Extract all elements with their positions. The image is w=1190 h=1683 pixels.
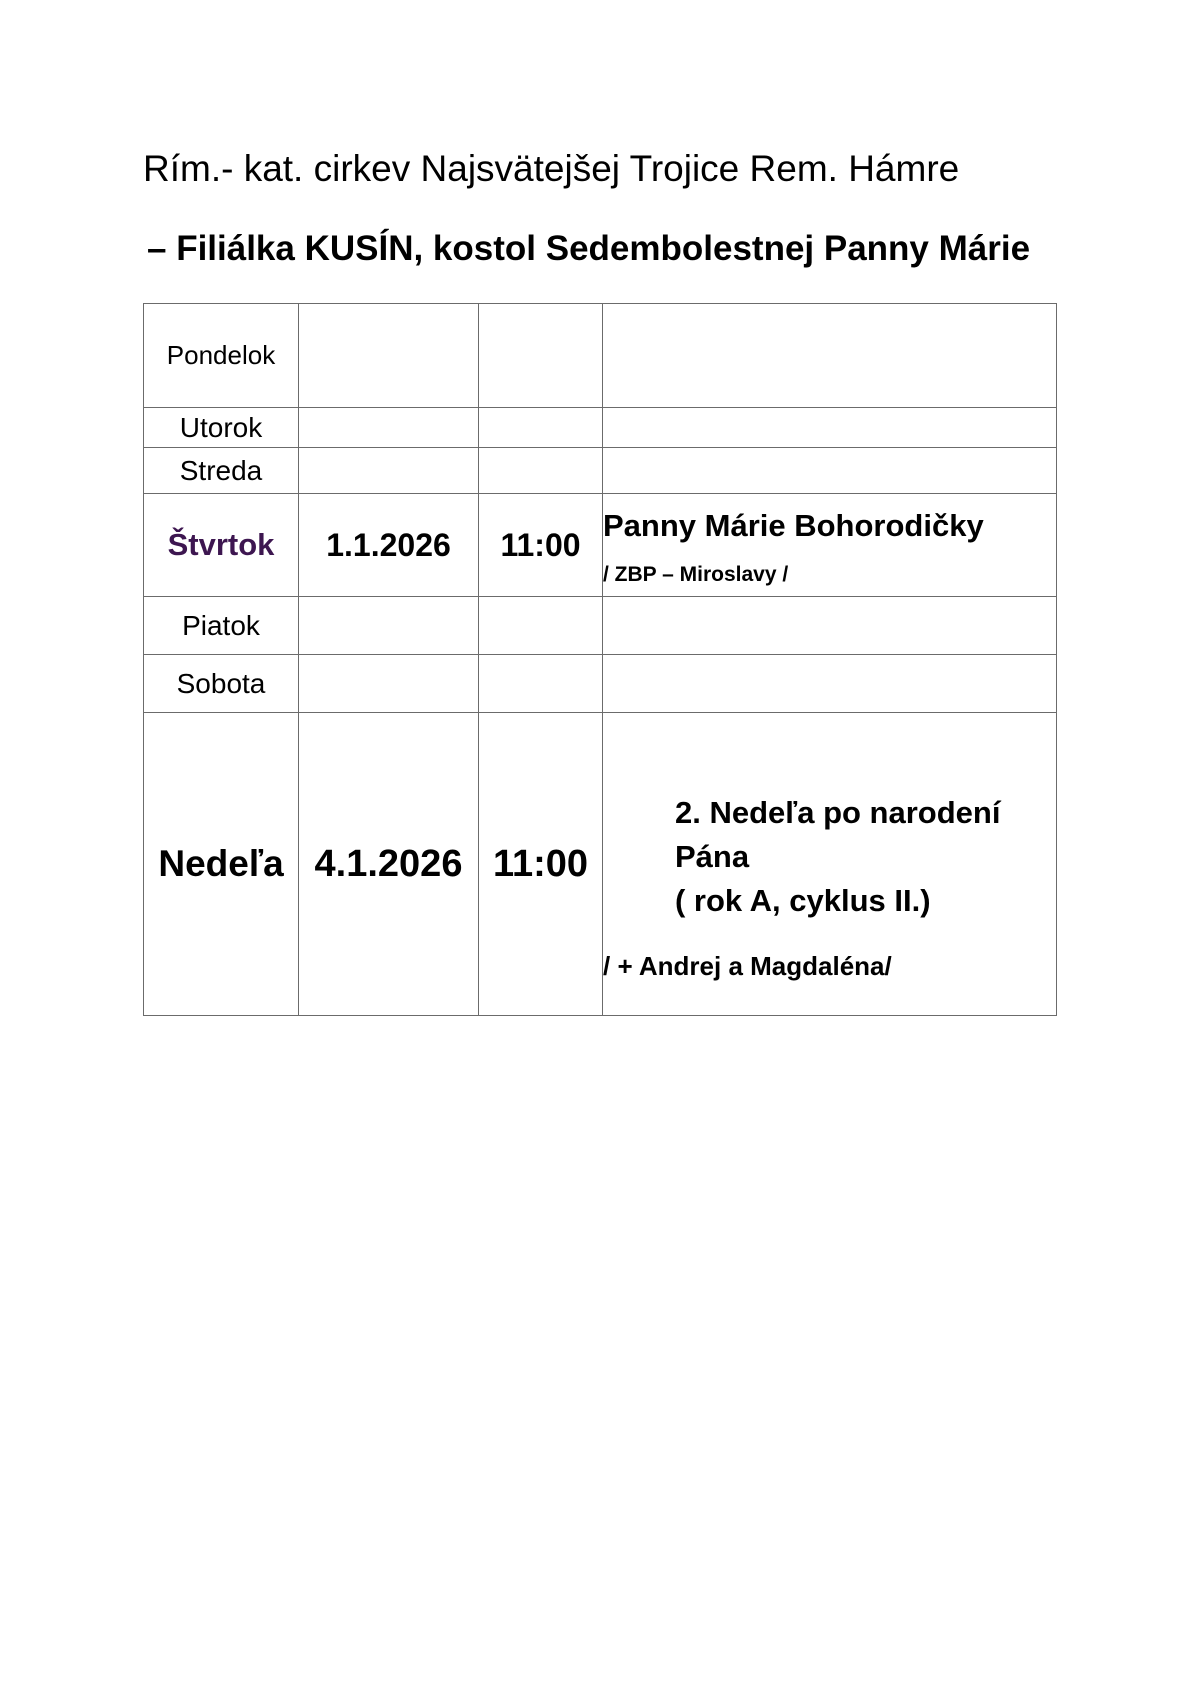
table-row (144, 494, 1057, 597)
table-row (144, 655, 1057, 713)
date-cell (299, 304, 479, 408)
date-cell: 1.1.2026 (299, 494, 479, 597)
description-cell (603, 494, 1057, 597)
day-cell: Štvrtok (144, 494, 299, 597)
day-cell: Utorok (144, 408, 299, 448)
page-subtitle: – Filiálka KUSÍN, kostol Sedembolestnej Panny Márie (147, 229, 1031, 268)
day-cell: Sobota (144, 655, 299, 713)
day-cell: Piatok (144, 597, 299, 655)
feast-line: Pána (675, 838, 750, 874)
day-cell: Streda (144, 448, 299, 494)
date-cell: 4.1.2026 (299, 713, 479, 1016)
date-cell (299, 597, 479, 655)
date-cell (299, 408, 479, 448)
feast-name: Panny Márie Bohorodičky (603, 508, 984, 543)
time-cell (479, 655, 603, 713)
description-cell (603, 597, 1057, 655)
mass-intention: / + Andrej a Magdaléna/ (603, 950, 892, 981)
feast-line: ( rok A, cyklus II.) (675, 882, 931, 918)
feast-line: 2. Nedeľa po narodení (675, 794, 1001, 830)
description-cell (603, 448, 1057, 494)
time-cell: 11:00 (479, 494, 603, 597)
time-cell (479, 304, 603, 408)
feast-name (603, 747, 1035, 923)
table-row (144, 597, 1057, 655)
description-cell (603, 713, 1057, 1016)
table-row (144, 448, 1057, 494)
mass-schedule-table (143, 303, 1057, 1016)
table-row (144, 408, 1057, 448)
table-row (144, 713, 1057, 1016)
time-cell (479, 597, 603, 655)
time-cell (479, 448, 603, 494)
time-cell (479, 408, 603, 448)
description-cell (603, 304, 1057, 408)
date-cell (299, 655, 479, 713)
page-title: Rím.- kat. cirkev Najsvätejšej Trojice Rem. Hámre (143, 148, 960, 189)
mass-intention: / ZBP – Miroslavy / (603, 563, 789, 586)
date-cell (299, 448, 479, 494)
day-cell: Pondelok (144, 304, 299, 408)
table-row (144, 304, 1057, 408)
day-cell: Nedeľa (144, 713, 299, 1016)
time-cell: 11:00 (479, 713, 603, 1016)
description-cell (603, 655, 1057, 713)
description-cell (603, 408, 1057, 448)
